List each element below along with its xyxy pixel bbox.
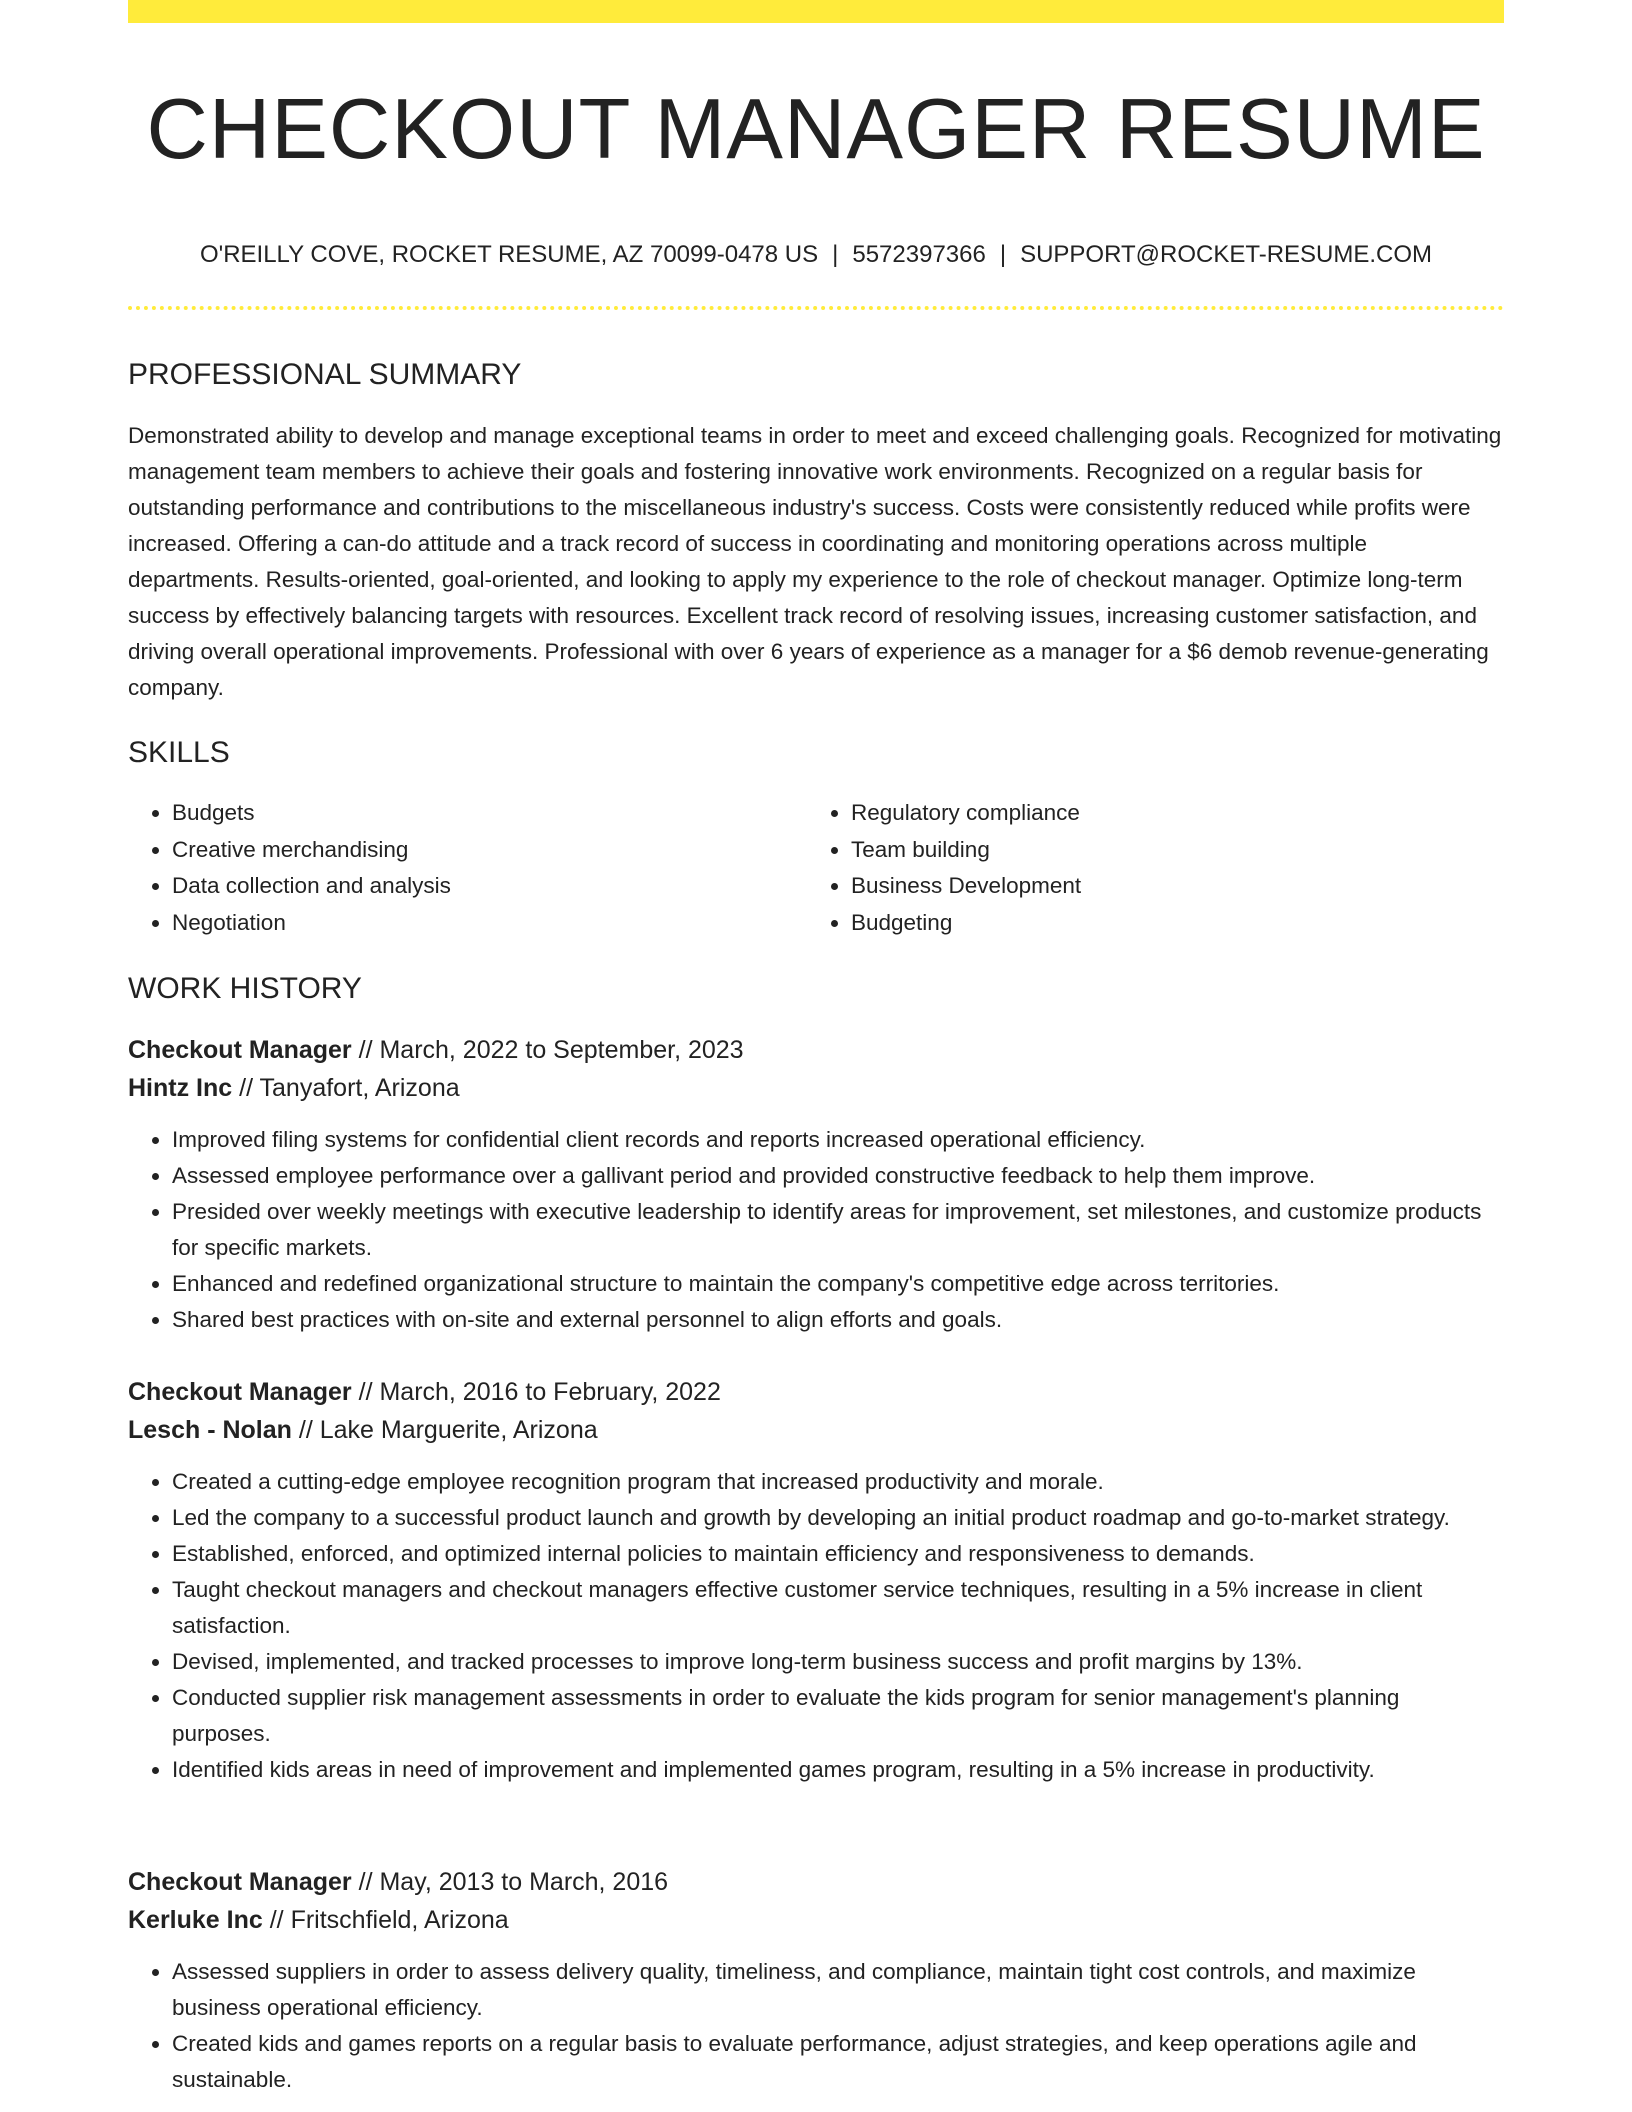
job-bullet: • Assessed employee performance over a gallivant period and provided constructive feedback to help them improve. [172,1158,1504,1194]
job-bullet: • Conducted supplier risk management assessments in order to evaluate the kids program for senior management's planning purposes. [172,1680,1504,1752]
skills-column-left [128,795,807,941]
contact-address: O'REILLY COVE, ROCKET RESUME, AZ 70099-0478 US [199,241,819,268]
summary-text: Demonstrated ability to develop and manage exceptional teams in order to meet and exceed challenging goals. Recognized for motivating management team members to achieve their goals and fostering innovative work environments. Recognized on a regular basis for outstanding performance and contributions to the miscellaneous industry's success. Costs were consistently reduced while profits were increased. Offering a can-do attitude and a track record of success in coordinating and monitoring operations across multiple departments. Results-oriented, goal-oriented, and looking to apply my experience to the role of checkout manager. Optimize long-term success by effectively balancing targets with resources. Excellent track record of resolving issues, increasing customer satisfaction, and driving overall operational improvements. Professional with over 6 years of experience as a manager for a $6 demob revenue-generating company. [128,423,1502,700]
job-title: Checkout Manager [128,1378,352,1406]
contact-email: SUPPORT@ROCKET-RESUME.COM [1020,241,1433,268]
work-history-heading: WORK HISTORY [128,972,362,1005]
job-bullet: • Assessed suppliers in order to assess delivery quality, timeliness, and compliance, maintain tight cost controls, and maximize business operational efficiency. [172,1954,1504,2026]
job-bullet: • Created a cutting-edge employee recognition program that increased productivity and morale. [172,1464,1504,1500]
job-entry [128,1863,1504,2098]
contact-line [128,236,1504,274]
job-company-line [128,1069,1504,1107]
job-location: // Fritschfield, Arizona [269,1906,509,1934]
job-title: Checkout Manager [128,1036,352,1064]
skills-heading: SKILLS [128,736,230,769]
job-company: Lesch - Nolan [128,1416,292,1444]
job-title: Checkout Manager [128,1868,352,1896]
skills-column-right [807,795,1486,941]
job-dates: // March, 2016 to February, 2022 [358,1378,721,1406]
job-company: Hintz Inc [128,1074,233,1102]
job-dates: // May, 2013 to March, 2016 [358,1868,669,1896]
contact-separator: | [999,241,1007,268]
contact-separator: | [832,241,839,268]
skill-item: • Budgets [172,795,807,832]
job-dates: // March, 2022 to September, 2023 [358,1036,744,1064]
job-company-line [128,1411,1504,1449]
job-bullet: • Enhanced and redefined organizational structure to maintain the company's competitive edge across territories. [172,1266,1504,1302]
job-bullets [128,1464,1504,1788]
job-title-line [128,1863,1504,1901]
job-bullet: • Led the company to a successful product launch and growth by developing an initial product roadmap and go-to-market strategy. [172,1500,1504,1536]
job-company: Kerluke Inc [128,1906,263,1934]
skill-item: • Negotiation [172,905,807,942]
resume-title: CHECKOUT MANAGER RESUME [146,82,1486,177]
job-bullets [128,1954,1504,2098]
job-company-line [128,1901,1504,1939]
job-bullets [128,1122,1504,1338]
job-entry [128,1031,1504,1338]
job-bullet: • Improved filing systems for confidential client records and reports increased operational efficiency. [172,1122,1504,1158]
skill-item: • Regulatory compliance [851,795,1486,832]
job-location: // Lake Marguerite, Arizona [298,1416,598,1444]
accent-bar [128,0,1504,23]
skills-list [128,795,1504,941]
job-bullet: • Presided over weekly meetings with executive leadership to identify areas for improvement, set milestones, and customize products for specific markets. [172,1194,1504,1266]
job-bullet: • Identified kids areas in need of improvement and implemented games program, resulting in a 5% increase in productivity. [172,1752,1504,1788]
skill-item: • Team building [851,832,1486,869]
job-bullet: • Created kids and games reports on a regular basis to evaluate performance, adjust strategies, and keep operations agile and sustainable. [172,2026,1504,2098]
job-title-line [128,1031,1504,1069]
job-title-line [128,1373,1504,1411]
job-bullet: • Shared best practices with on-site and external personnel to align efforts and goals. [172,1302,1504,1338]
skill-item: • Business Development [851,868,1486,905]
skill-item: • Budgeting [851,905,1486,942]
summary-heading: PROFESSIONAL SUMMARY [128,358,522,391]
job-bullet: • Taught checkout managers and checkout managers effective customer service techniques, resulting in a 5% increase in client satisfaction. [172,1572,1504,1644]
job-bullet: • Devised, implemented, and tracked processes to improve long-term business success and profit margins by 13%. [172,1644,1504,1680]
job-bullet: • Established, enforced, and optimized internal policies to maintain efficiency and responsiveness to demands. [172,1536,1504,1572]
contact-phone: 5572397366 [852,241,986,268]
job-location: // Tanyafort, Arizona [239,1074,460,1102]
dotted-divider [128,306,1504,310]
job-entry [128,1373,1504,1788]
skill-item: • Creative merchandising [172,832,807,869]
skill-item: • Data collection and analysis [172,868,807,905]
